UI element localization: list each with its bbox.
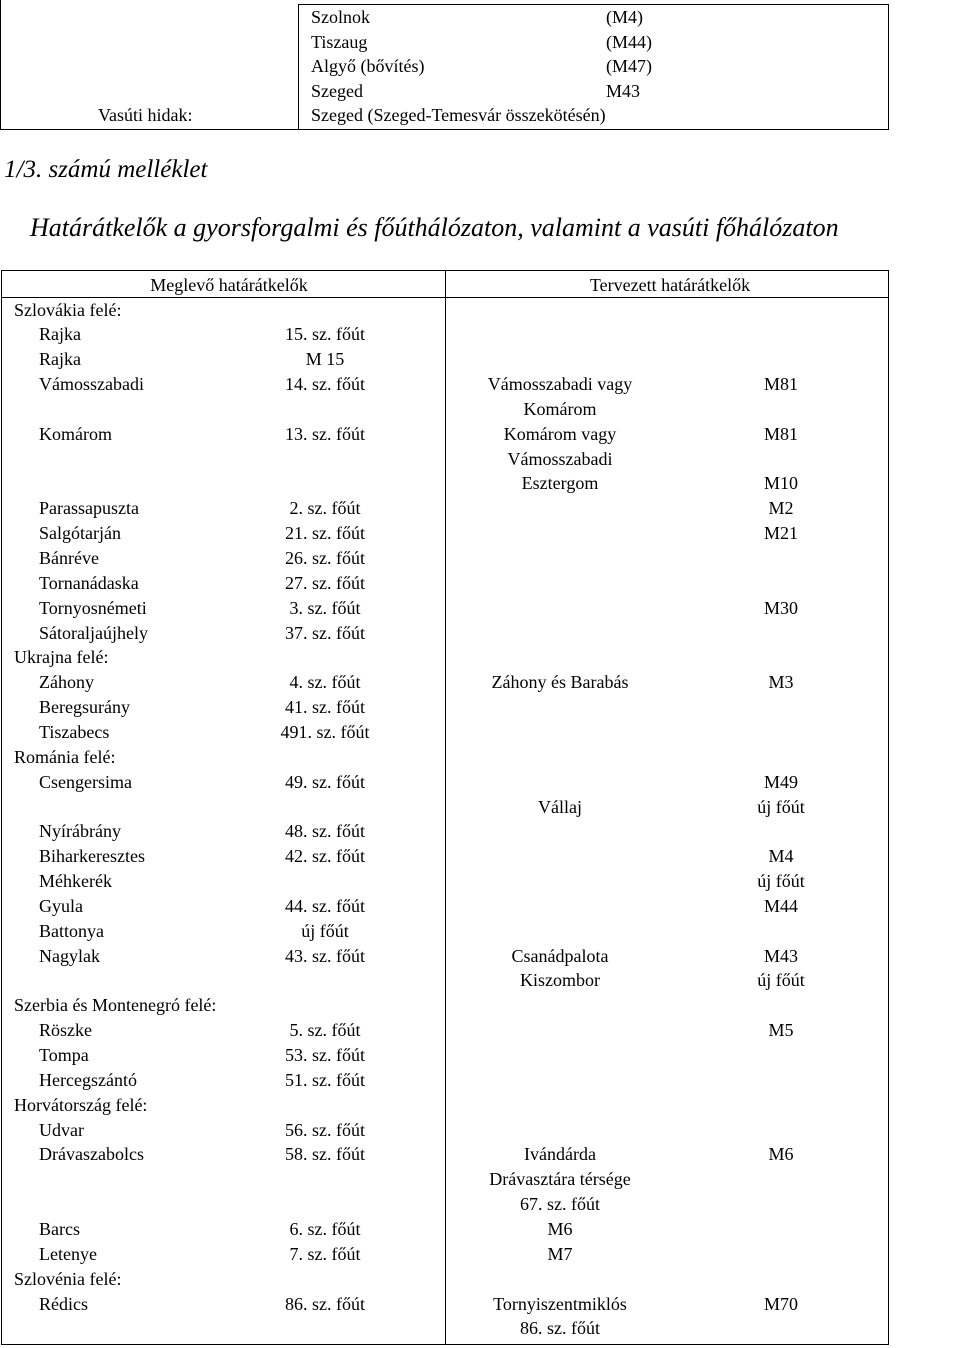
crossings-table-border [888,270,889,1345]
bridge-road: M43 [606,80,641,101]
planned-road: M10 [763,473,799,494]
crossing-road: 14. sz. főút [285,374,365,395]
crossing-place: Csengersima [39,771,132,792]
header-planned: Tervezett határátkelők [589,275,751,295]
crossing-road: új főút [301,920,349,941]
crossing-place: Rédics [39,1293,88,1314]
planned-crossing: Vállaj [538,796,582,817]
crossings-table-border [445,270,446,1345]
planned-crossing: Csanádpalota [511,945,609,966]
section-heading: Szerbia és Montenegró felé: [14,995,217,1016]
crossing-place: Sátoraljaújhely [39,622,148,643]
planned-road: M44 [763,895,799,916]
crossing-place: Záhony [39,672,94,693]
planned-crossing: M7 [547,1243,573,1264]
planned-crossing: Záhony és Barabás [491,672,629,693]
planned-crossing: M6 [547,1218,573,1239]
crossing-road: 41. sz. főút [285,697,365,718]
planned-crossing: Kiszombor [520,970,600,991]
crossing-road: 491. sz. főút [280,721,370,742]
crossing-place: Méhkerék [39,871,112,892]
crossing-place: Vámosszabadi [39,374,144,395]
planned-road: M49 [763,771,799,792]
crossing-place: Komárom [39,423,112,444]
crossing-road: 27. sz. főút [285,572,365,593]
crossing-road: 44. sz. főút [285,895,365,916]
section-heading: Románia felé: [14,746,116,767]
bridges-table-border [0,0,1,130]
planned-crossing: 67. sz. főút [520,1194,600,1215]
crossing-place: Salgótarján [39,523,121,544]
crossing-road: 58. sz. főút [285,1144,365,1165]
bridges-label: Vasúti hidak: [98,105,193,125]
crossing-place: Hercegszántó [39,1069,137,1090]
page-title: Határátkelők a gyorsforgalmi és főúthálózaton, valamint a vasúti főhálózaton [30,213,839,242]
crossing-road: 37. sz. főút [285,622,365,643]
planned-road: M5 [768,1020,794,1041]
crossing-road: 26. sz. főút [285,548,365,568]
crossing-place: Tiszabecs [39,721,110,742]
planned-road: M4 [768,846,794,867]
bridges-table-border [298,4,299,130]
crossing-place: Nyírábrány [39,821,121,842]
crossing-place: Udvar [39,1119,84,1140]
section-heading: Szlovénia felé: [14,1268,122,1289]
planned-road: M21 [763,523,799,544]
crossing-place: Parassapuszta [39,498,139,519]
bridge-road: (M47) [606,56,652,76]
crossing-road: 56. sz. főút [285,1119,365,1140]
planned-road: M81 [763,423,799,444]
bridges-table-border [298,4,889,5]
crossing-place: Tornyosnémeti [39,597,147,618]
planned-road: M81 [763,374,799,395]
crossing-place: Bánréve [39,548,99,568]
bridge-name: Szeged (Szeged-Temesvár összekötésén) [311,105,606,125]
crossing-road: 86. sz. főút [285,1293,365,1314]
crossing-road: 51. sz. főút [285,1069,365,1090]
planned-crossing: Vámosszabadi [507,448,613,469]
planned-road: M2 [768,498,794,519]
crossings-table-border [1,270,2,1345]
planned-road: M3 [768,672,794,693]
planned-road: új főút [757,871,805,892]
crossing-road: 5. sz. főút [289,1020,361,1041]
bridge-name: Szolnok [311,7,371,27]
crossing-road: 7. sz. főút [289,1243,361,1264]
planned-crossing: 86. sz. főút [520,1318,600,1339]
crossing-place: Battonya [39,920,104,941]
crossing-road: 43. sz. főút [285,945,365,966]
crossing-road: 49. sz. főút [285,771,365,792]
planned-crossing: Komárom vagy [503,423,617,444]
crossing-road: 2. sz. főút [289,498,361,519]
bridge-road: (M4) [606,7,643,27]
section-heading: Ukrajna felé: [14,647,109,668]
crossing-road: 53. sz. főút [285,1045,365,1065]
crossing-road: 42. sz. főút [285,846,365,867]
bridges-table-border [888,4,889,130]
bridge-name: Tiszaug [311,31,368,52]
bridge-road: (M44) [606,31,652,52]
crossing-place: Tompa [39,1045,89,1065]
planned-road: M43 [763,945,799,966]
crossing-road: 21. sz. főút [285,523,365,544]
crossing-place: Biharkeresztes [39,846,145,867]
crossing-place: Gyula [39,895,83,916]
crossing-road: 15. sz. főút [285,324,365,345]
crossing-road: 4. sz. főút [289,672,361,693]
planned-road: M70 [763,1293,799,1314]
crossing-place: Tornanádaska [39,572,139,593]
crossing-place: Röszke [39,1020,92,1041]
crossing-place: Rajka [39,349,81,370]
crossing-place: Rajka [39,324,81,345]
planned-crossing: Tornyiszentmiklós [493,1293,627,1314]
bridges-table-border [0,129,889,130]
planned-road: új főút [757,796,805,817]
planned-crossing: Komárom [523,398,597,419]
crossing-road: 13. sz. főút [285,423,365,444]
crossing-place: Nagylak [39,945,100,966]
planned-crossing: Esztergom [521,473,599,494]
crossing-road: 6. sz. főút [289,1218,361,1239]
crossings-table-border [1,297,889,298]
planned-road: új főút [757,970,805,991]
annex-label: 1/3. számú melléklet [4,156,208,183]
bridge-name: Algyő (bővítés) [311,56,425,76]
crossing-road: M 15 [305,349,345,370]
header-existing: Meglevő határátkelők [150,275,308,295]
crossing-place: Beregsurány [39,697,130,718]
planned-road: M30 [763,597,799,618]
bridge-name: Szeged [311,80,363,101]
crossing-place: Letenye [39,1243,97,1264]
crossing-place: Barcs [39,1218,80,1239]
planned-crossing: Vámosszabadi vagy [487,374,633,395]
section-heading: Horvátország felé: [14,1094,148,1115]
planned-crossing: Ivándárda [524,1144,596,1165]
crossing-place: Drávaszabolcs [39,1144,144,1165]
crossing-road: 48. sz. főút [285,821,365,842]
crossing-road: 3. sz. főút [289,597,361,618]
planned-crossing: Drávasztára térsége [489,1169,631,1190]
planned-road: M6 [768,1144,794,1165]
section-heading: Szlovákia felé: [14,299,122,320]
